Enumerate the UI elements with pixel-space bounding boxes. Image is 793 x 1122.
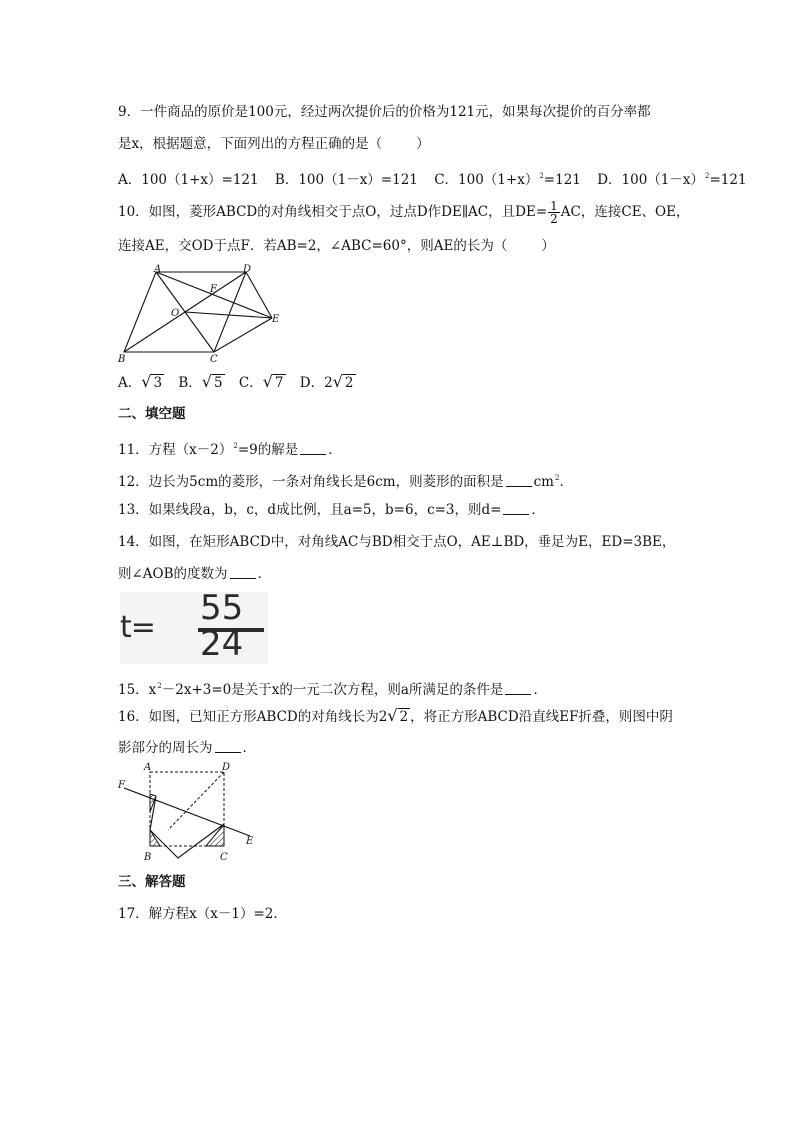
diagonal-dashed: [168, 772, 224, 830]
label-f: F: [210, 284, 217, 295]
answer-t-image: t= 55 24: [120, 592, 268, 664]
q9-option-a: A．100（1+x）=121: [118, 172, 259, 188]
section-heading-solve: 三、解答题: [118, 874, 186, 890]
q9-option-d: D．$100(1-x)^2=121$: [597, 172, 747, 188]
answer-blank: [230, 566, 256, 579]
folded-square-figure: [114, 760, 264, 866]
segment-de: [246, 272, 272, 318]
q16-line2: 影部分的周长为 ．: [118, 740, 256, 756]
label-e: E: [246, 836, 254, 847]
answer-blank: [215, 740, 241, 753]
q10-option-c: C．√ 7: [238, 372, 284, 391]
q9-option-b: B．100（1－x）=121: [274, 172, 418, 188]
label-a: A: [144, 762, 152, 773]
label-c: C: [210, 354, 218, 365]
label-e: E: [272, 314, 280, 325]
q10-options: [118, 372, 356, 393]
answer-blank: [300, 442, 326, 455]
label-c: C: [220, 852, 228, 863]
rhombus-figure: [116, 264, 286, 366]
answer-blank: [503, 502, 529, 515]
q9-option-c: C．$100(1+x)^2=121$: [434, 172, 581, 188]
label-o: O: [171, 308, 180, 319]
folded-edges: [150, 796, 224, 858]
q10-line2: 连接AE，交OD于点F．若AB=2，∠ABC=60°，则AE的长为（ ）: [118, 238, 555, 254]
q10-option-d: D．2√ 2: [299, 372, 354, 391]
q14-line2: 则∠AOB的度数为 ．: [118, 566, 272, 582]
label-b: B: [144, 852, 152, 863]
q17: 17．解方程x（x－1）=2．: [118, 906, 287, 922]
q14-line1: 14．如图，在矩形ABCD中，对角线AC与BD相交于点O，AE⊥BD，垂足为E，ED=3BE，: [118, 534, 676, 550]
q15: 15．$x^2-2x+3=0$是关于x的一元二次方程，则a所满足的条件是 ．: [118, 682, 547, 698]
section-heading-fill-blank: 二、填空题: [118, 406, 186, 422]
answer-blank: [505, 682, 531, 695]
answer-blank: [506, 474, 532, 487]
q9-line2: 是x，根据题意，下面列出的方程正确的是（ ）: [118, 136, 430, 152]
label-b: B: [118, 354, 126, 365]
fraction-one-half: $\frac{1}{2}$: [550, 199, 558, 226]
label-d: D: [222, 762, 231, 773]
label-a: A: [154, 264, 162, 275]
label-d: D: [243, 264, 252, 275]
q9-line1: 9．一件商品的原价是100元，经过两次提价后的价格为121元，如果每次提价的百分率都: [118, 104, 651, 120]
q12: 12．边长为5cm的菱形，一条对角线长是6cm，则菱形的面积是 $cm^2$．: [118, 474, 573, 490]
q10-option-b: B．√ 5: [178, 372, 223, 391]
q13: 13．如果线段a，b，c，d成比例，且a=5，b=6，c=3，则d= ．: [118, 502, 545, 518]
segment-ce: [214, 318, 272, 352]
q11: 11．方程$(x-2)^2=9$的解是 ．: [118, 442, 342, 458]
q10-option-a: A．√ 3: [118, 372, 163, 391]
q9-options: [118, 166, 747, 190]
label-f: F: [118, 780, 125, 791]
q10-line1: 10．如图，菱形ABCD的对角线相交于点O，过点D作DE∥AC，且DE= $\frac{1}{2}$ AC，连接CE、OE，: [118, 199, 690, 226]
fold-line-ef: [124, 788, 250, 836]
q16-line1: 16．如图，已知正方形ABCD的对角线长为2√ 2 ，将正方形ABCD沿直线EF折叠，则图中阴: [118, 706, 673, 725]
